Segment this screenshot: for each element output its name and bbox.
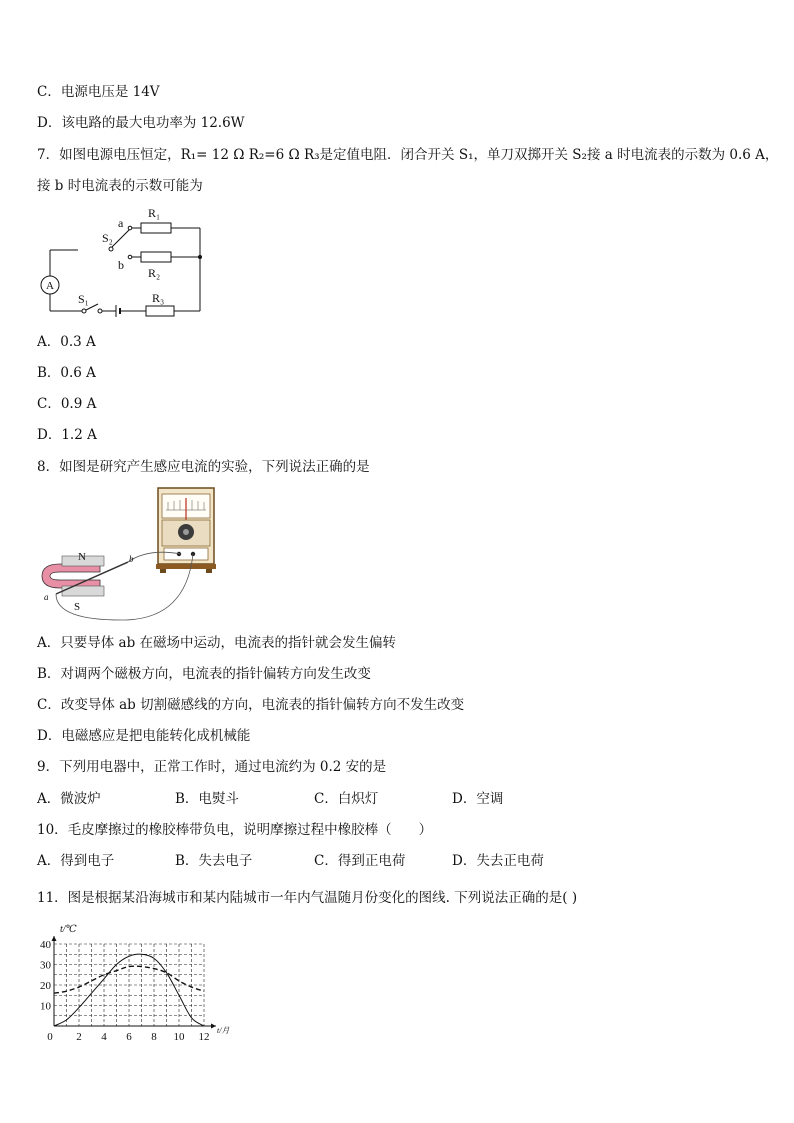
q8-label-a: a xyxy=(44,592,49,602)
x-tick-label: 4 xyxy=(101,1031,107,1043)
q10-option-a: A．得到电子 xyxy=(37,853,115,869)
q10-option-d: D．失去正电荷 xyxy=(452,853,544,869)
y-tick-label: 20 xyxy=(40,980,51,992)
q8-label-b: b xyxy=(129,554,134,564)
q9-option-b: B．电熨斗 xyxy=(175,791,239,807)
y-tick-label: 40 xyxy=(40,939,51,951)
q7-option-d: D．1.2 A xyxy=(37,427,97,443)
y-axis-label: t/℃ xyxy=(60,924,77,935)
q8-option-b: B．对调两个磁极方向，电流表的指针偏转方向发生改变 xyxy=(37,666,371,682)
q7-option-a: A．0.3 A xyxy=(37,334,96,350)
q7-circuit-diagram xyxy=(38,205,208,320)
q8-stem: 8．如图是研究产生感应电流的实验，下列说法正确的是 xyxy=(37,459,370,475)
q7-stem-line2: 接 b 时电流表的示数可能为 xyxy=(37,178,203,194)
q7-label-s1: S₁ xyxy=(78,292,89,306)
y-axis-arrow xyxy=(52,936,57,941)
q6-option-d: D．该电路的最大电功率为 12.6W xyxy=(37,115,245,131)
q9-option-c: C．白炽灯 xyxy=(314,791,379,807)
x-axis-label: t/月 xyxy=(217,1026,230,1035)
q7-label-r3: R₃ xyxy=(152,291,165,305)
q9-option-a: A．微波炉 xyxy=(37,791,101,807)
q10-option-b: B．失去电子 xyxy=(175,853,253,869)
q9-option-d: D．空调 xyxy=(452,791,504,807)
q7-label-r1: R₁ xyxy=(148,206,161,220)
galvanometer xyxy=(156,488,216,573)
x-axis-arrow xyxy=(211,1024,216,1029)
q9-stem: 9．下列用电器中，正常工作时，通过电流约为 0.2 安的是 xyxy=(37,759,387,775)
q7-label-s2: S₂ xyxy=(102,231,113,245)
q10-option-c: C．得到正电荷 xyxy=(314,853,406,869)
q8-induction-figure xyxy=(36,486,226,626)
x-tick-label: 2 xyxy=(76,1031,82,1043)
y-tick-label: 10 xyxy=(40,1000,51,1013)
q7-label-a: a xyxy=(118,216,124,230)
q11-temperature-chart xyxy=(30,918,240,1048)
q11-stem: 11．图是根据某沿海城市和某内陆城市一年内气温随月份变化的图线. 下列说法正确的是( ) xyxy=(37,890,578,906)
x-tick-label: 12 xyxy=(198,1031,210,1043)
q8-label-n: N xyxy=(78,551,86,563)
y-tick-label: 30 xyxy=(40,959,51,972)
q6-option-c: C．电源电压是 14V xyxy=(37,84,160,100)
q7-ammeter-label: A xyxy=(46,280,54,292)
q8-option-a: A．只要导体 ab 在磁场中运动，电流表的指针就会发生偏转 xyxy=(37,635,397,651)
q7-label-r2: R₂ xyxy=(148,266,161,280)
x-tick-label: 8 xyxy=(151,1031,157,1043)
x-tick-label: 0 xyxy=(47,1031,53,1043)
q7-option-c: C．0.9 A xyxy=(37,396,97,412)
q8-option-c: C．改变导体 ab 切割磁感线的方向，电流表的指针偏转方向不发生改变 xyxy=(37,697,465,713)
q7-option-b: B．0.6 A xyxy=(37,365,96,381)
q7-stem-line1: 7．如图电源电压恒定，R₁= 12 Ω R₂=6 Ω R₃是定值电阻．闭合开关 S₁，单刀双掷开关 S₂接 a 时电流表的示数为 0.6 A， xyxy=(37,147,779,163)
q7-label-b: b xyxy=(118,258,124,272)
q10-stem: 10．毛皮摩擦过的橡胶棒带负电，说明摩擦过程中橡胶棒（ ） xyxy=(37,822,433,838)
q8-option-d: D．电磁感应是把电能转化成机械能 xyxy=(37,728,251,744)
q8-label-s: S xyxy=(74,601,81,613)
x-tick-label: 6 xyxy=(126,1031,132,1043)
x-tick-label: 10 xyxy=(173,1031,185,1043)
